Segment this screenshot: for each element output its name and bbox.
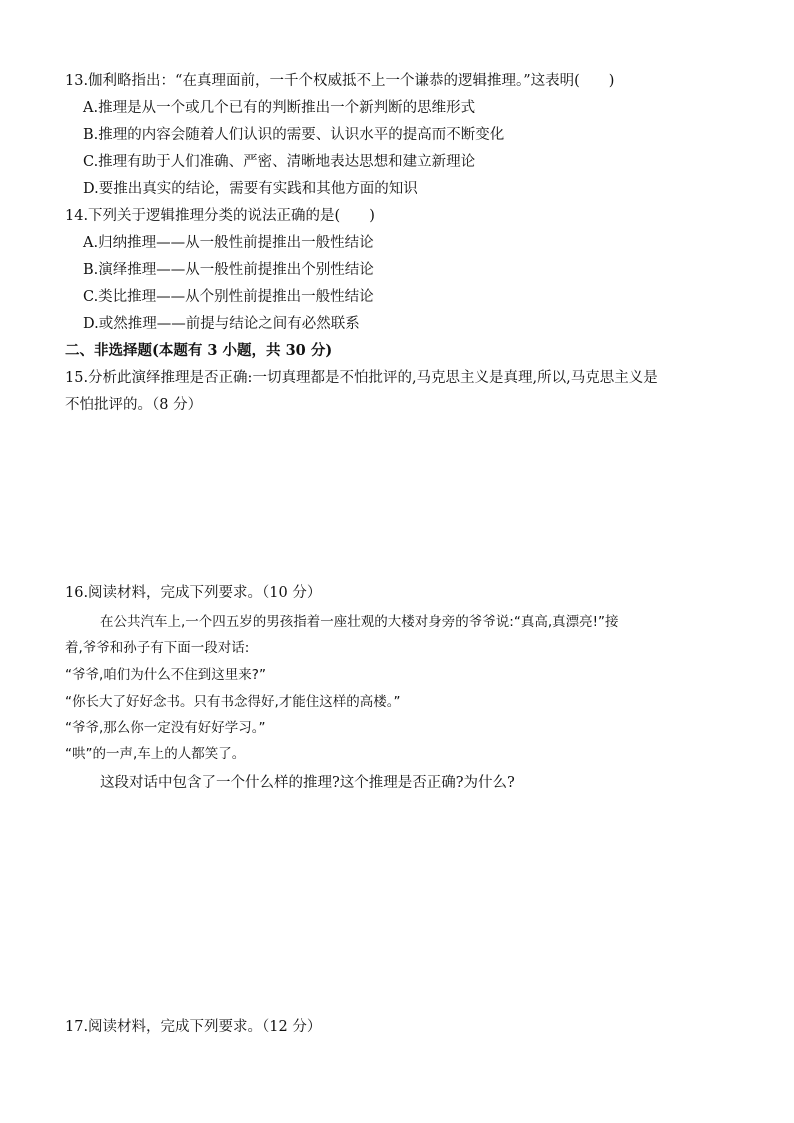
section-2-heading: 二、非选择题(本题有 3 小题，共 30 分) bbox=[65, 342, 333, 359]
question-17-stem: 17.阅读材料，完成下列要求。（12 分） bbox=[65, 1019, 322, 1035]
question-15-line-1: 15.分析此演绎推理是否正确:一切真理都是不怕批评的,马克思主义是真理,所以,马克思主义是 bbox=[65, 370, 658, 386]
question-14-option-a: A.归纳推理——从一般性前提推出一般性结论 bbox=[83, 235, 374, 251]
question-16-stem: 16.阅读材料，完成下列要求。（10 分） bbox=[65, 585, 322, 601]
question-13-option-d: D.要推出真实的结论，需要有实践和其他方面的知识 bbox=[83, 181, 418, 197]
dialogue-line: “哄”的一声,车上的人都笑了。 bbox=[65, 746, 246, 762]
question-14-option-b: B.演绎推理——从一般性前提推出个别性结论 bbox=[83, 262, 374, 278]
question-14-stem: 14.下列关于逻辑推理分类的说法正确的是( ) bbox=[65, 208, 375, 224]
question-13-option-b: B.推理的内容会随着人们认识的需要、认识水平的提高而不断变化 bbox=[83, 127, 505, 143]
question-15-line-2: 不怕批评的。（8 分） bbox=[65, 397, 203, 413]
question-14-option-d: D.或然推理——前提与结论之间有必然联系 bbox=[83, 316, 360, 332]
question-16-material-line-2: 着,爷爷和孙子有下面一段对话: bbox=[65, 640, 250, 656]
question-16-prompt: 这段对话中包含了一个什么样的推理?这个推理是否正确?为什么? bbox=[100, 775, 515, 791]
question-13-option-c: C.推理有助于人们准确、严密、清晰地表达思想和建立新理论 bbox=[83, 154, 476, 170]
question-14-option-c: C.类比推理——从个别性前提推出一般性结论 bbox=[83, 289, 374, 305]
question-16-material-line-1: 在公共汽车上,一个四五岁的男孩指着一座壮观的大楼对身旁的爷爷说:“真高,真漂亮!”接 bbox=[100, 614, 619, 630]
question-13-stem: 13.伽利略指出：“在真理面前，一千个权威抵不上一个谦恭的逻辑推理。”这表明( ) bbox=[65, 73, 615, 89]
question-13-option-a: A.推理是从一个或几个已有的判断推出一个新判断的思维形式 bbox=[83, 100, 476, 116]
dialogue-line: “爷爷,那么你一定没有好好学习。” bbox=[65, 720, 266, 736]
dialogue-line: “爷爷,咱们为什么不住到这里来?” bbox=[65, 667, 266, 683]
dialogue-line: “你长大了好好念书。只有书念得好,才能住这样的高楼。” bbox=[65, 694, 401, 710]
